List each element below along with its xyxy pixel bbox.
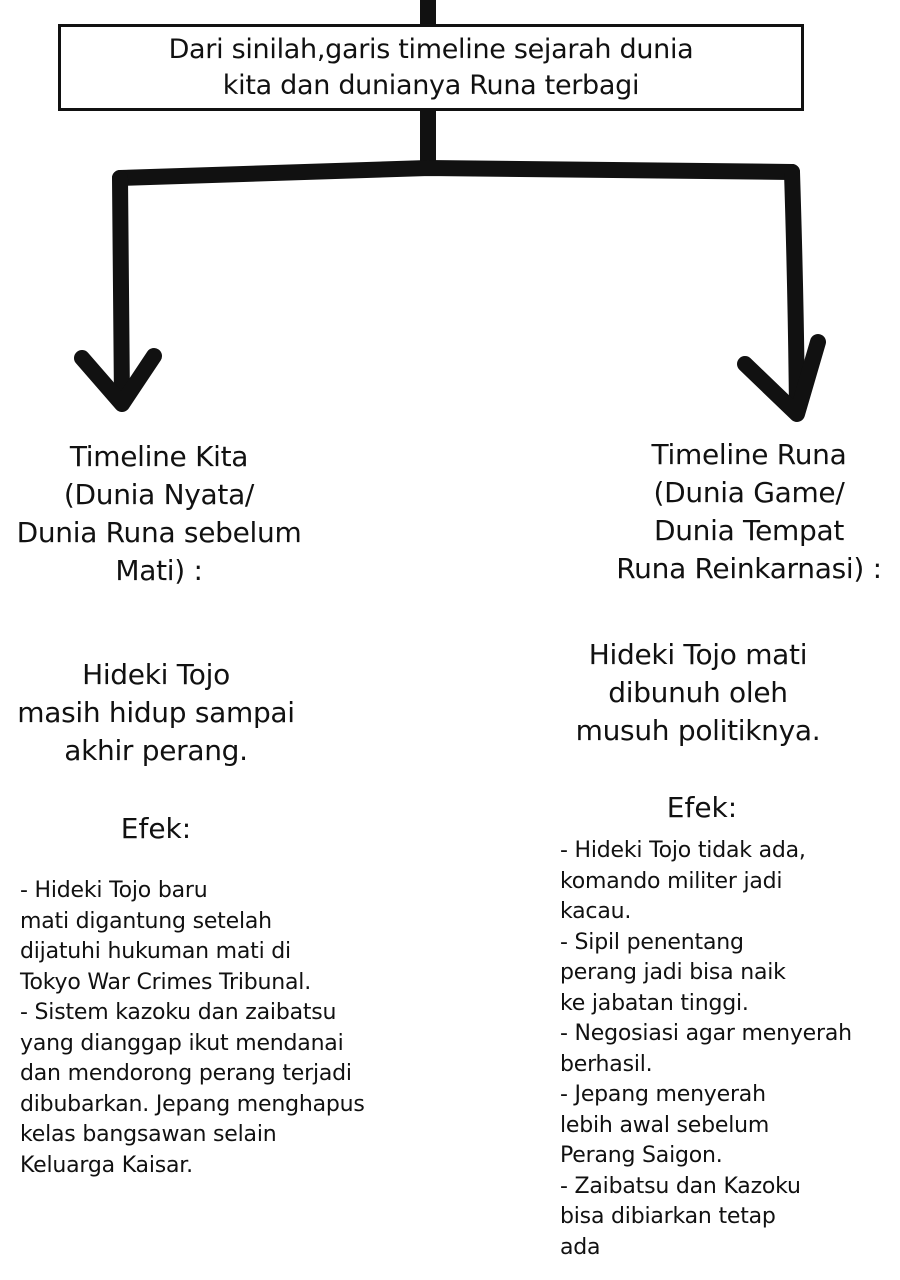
right-event-text: Hideki Tojo mati dibunuh oleh musuh politiknya.	[575, 638, 821, 747]
right-branch-line	[792, 172, 797, 412]
split-point-text: Dari sinilah,garis timeline sejarah dunia kita dan dunianya Runa terbagi	[168, 33, 694, 101]
left-branch-line	[120, 178, 122, 402]
right-efek-label: Efek:	[666, 791, 738, 824]
left-timeline-heading: Timeline Kita (Dunia Nyata/ Dunia Runa sebelum Mati) :	[16, 440, 302, 587]
branch-bar	[120, 168, 792, 178]
left-event-text: Hideki Tojo masih hidup sampai akhir perang.	[17, 658, 295, 767]
right-effects-list: - Hideki Tojo tidak ada, komando militer jadi kacau. - Sipil penentang perang jadi bisa naik ke jabatan tinggi. - Negosiasi agar menyerah berhasil. - Jepang menyerah lebih awal sebelum Perang Saigon. - Zaibatsu dan Kazoku bisa dibiarkan tetap ada	[560, 838, 852, 1260]
right-arrowhead	[745, 342, 818, 414]
left-effects-list: - Hideki Tojo baru mati digantung setelah dijatuhi hukuman mati di Tokyo War Crimes Tribunal. - Sistem kazoku dan zaibatsu yang dianggap ikut mendanai dan mendorong perang terjadi dibubarkan. Jepang menghapus kelas bangsawan selain Keluarga Kaisar.	[20, 878, 365, 1178]
split-point-box	[58, 24, 804, 111]
right-timeline-heading: Timeline Runa (Dunia Game/ Dunia Tempat Runa Reinkarnasi) :	[616, 438, 882, 585]
left-efek-label: Efek:	[120, 812, 192, 845]
